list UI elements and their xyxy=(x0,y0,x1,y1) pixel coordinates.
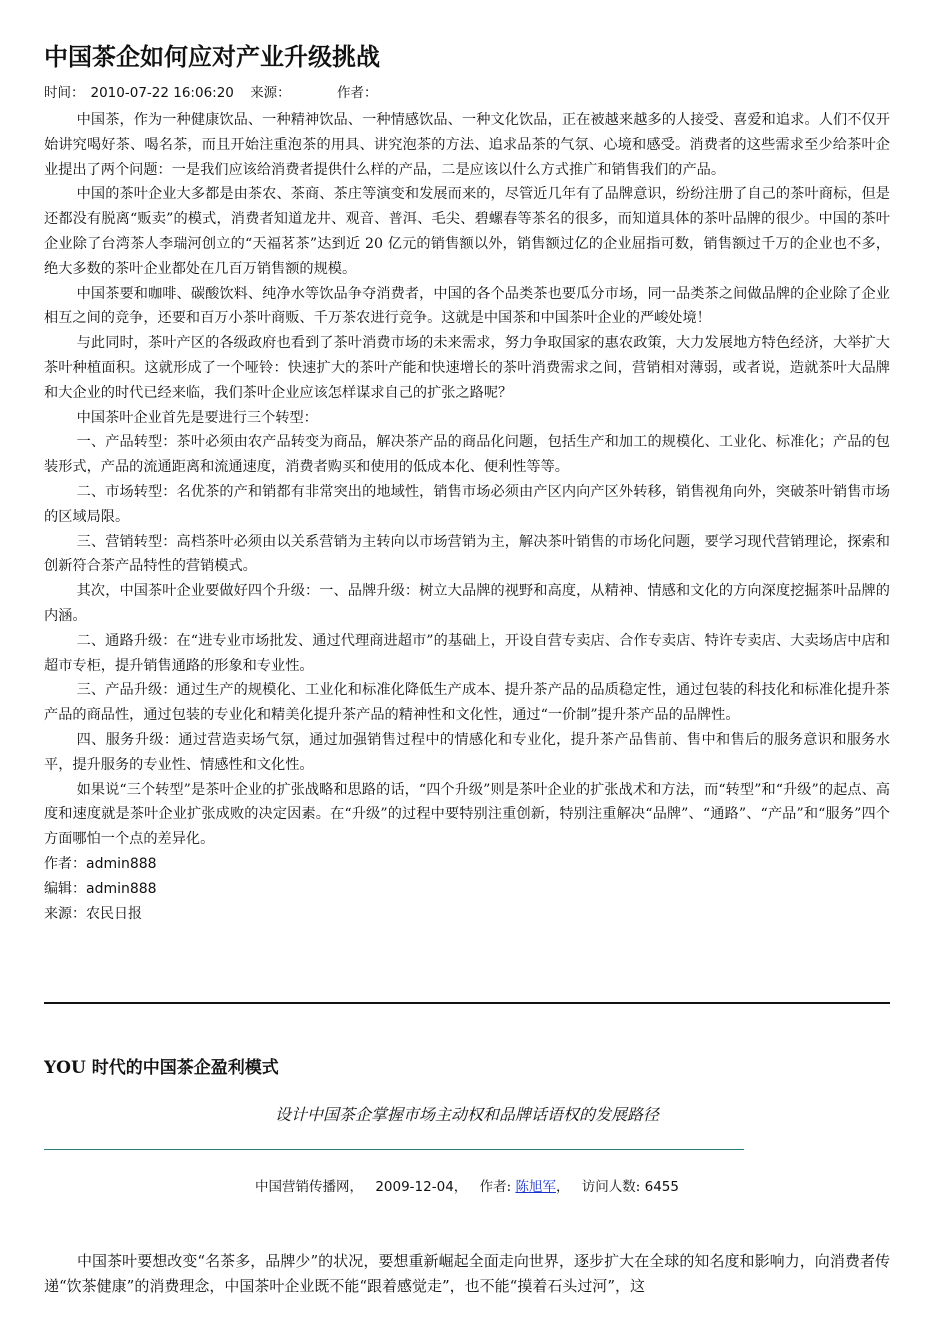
section-title: YOU 时代的中国茶企盈利模式 xyxy=(44,1058,279,1078)
footer-source-label: 来源： xyxy=(44,905,86,922)
paragraph: 一、产品转型：茶叶必须由农产品转变为商品，解决茶产品的商品化问题，包括生产和加工的规模化、工业化、标准化；产品的包装形式，产品的流通距离和流通速度，消费者购买和使用的低成本化、便利性等等。 xyxy=(44,434,890,476)
footer-author-label: 作者： xyxy=(44,855,86,872)
paragraph: 二、通路升级：在“进专业市场批发、通过代理商进超市”的基础上，开设自营专卖店、合作专卖店、特许专卖店、大卖场店中店和超市专柜，提升销售通路的形象和专业性。 xyxy=(44,632,890,674)
paragraph: 三、产品升级：通过生产的规模化、工业化和标准化降低生产成本、提升茶产品的品质稳定性，通过包装的科技化和标准化提升茶产品的商品性，通过包装的专业化和精美化提升茶产品的精神性和文化性，通过“一价制”提升茶产品的品牌性。 xyxy=(44,682,890,724)
time-label: 时间： xyxy=(44,85,85,101)
subtitle-divider xyxy=(44,1149,744,1150)
paragraph: 四、服务升级：通过营造卖场气氛，通过加强销售过程中的情感化和专业化，提升茶产品售前、售中和售后的服务意识和服务水平，提升服务的专业性、情感性和文化性。 xyxy=(44,731,890,773)
paragraph: 中国茶叶要想改变“名茶多，品牌少”的状况，要想重新崛起全面走向世界，逐步扩大在全球的知名度和影响力，向消费者传递“饮茶健康”的消费理念，中国茶叶企业既不能“跟着感觉走”，也不能“摸着石头过河”，这 xyxy=(44,1252,890,1295)
paragraph: 中国茶叶企业首先是要进行三个转型： xyxy=(76,409,318,426)
byline-date: 2009-12-04， xyxy=(375,1179,468,1195)
paragraph: 与此同时，茶叶产区的各级政府也看到了茶叶消费市场的未来需求，努力争取国家的惠农政策，大力发展地方特色经济，大举扩大茶叶种植面积。这就形成了一个哑铃：快速扩大的茶叶产能和快速增长的茶叶消费需求之间，营销相对薄弱，或者说，造就茶叶大品牌和大企业的时代已经来临，我们茶叶企业应该怎样谋求自己的扩张之路呢？ xyxy=(44,335,890,401)
footer-source xyxy=(44,902,890,927)
byline xyxy=(44,1176,890,1198)
paragraph: 中国茶，作为一种健康饮品、一种精神饮品、一种情感饮品、一种文化饮品，正在被越来越多的人接受、喜爱和追求。人们不仅开始讲究喝好茶、喝名茶，而且开始注重泡茶的用具、讲究泡茶的方法、追求品茶的气氛、心境和感受。消费者的这些需求至少给茶叶企业提出了两个问题：一是我们应该给消费者提供什么样的产品，二是应该以什么方式推广和销售我们的产品。 xyxy=(44,112,890,178)
byline-outlet: 中国营销传播网， xyxy=(255,1179,364,1195)
article-body xyxy=(44,108,890,926)
paragraph: 三、营销转型：高档茶叶必须由以关系营销为主转向以市场营销为主，解决茶叶销售的市场化问题，要学习现代营销理论，探索和创新符合茶产品特性的营销模式。 xyxy=(44,533,890,575)
footer-source-value: 农民日报 xyxy=(86,905,142,922)
paragraph: 其次，中国茶叶企业要做好四个升级：一、品牌升级：树立大品牌的视野和高度，从精神、情感和文化的方向深度挖掘茶叶品牌的内涵。 xyxy=(44,583,890,624)
paragraph: 如果说“三个转型”是茶叶企业的扩张战略和思路的话，“四个升级”则是茶叶企业的扩张战术和方法，而“转型”和“升级”的起点、高度和速度就是茶叶企业扩张成败的决定因素。在“升级”的过程中要特别注重创新，特别注重解决“品牌”、“通路”、“产品”和“服务”四个方面哪怕一个点的差异化。 xyxy=(44,781,890,848)
author-label: 作者： xyxy=(336,85,378,101)
section-divider xyxy=(44,1002,890,1004)
footer-editor-label: 编辑： xyxy=(44,880,86,897)
author-link[interactable]: 陈旭军 xyxy=(515,1179,556,1195)
footer-editor xyxy=(44,877,890,902)
footer-author-value: admin888 xyxy=(86,855,157,872)
source-label: 来源： xyxy=(250,85,291,101)
byline-author-sep: ， xyxy=(555,1179,570,1195)
section-subtitle: 设计中国茶企掌握市场主动权和品牌话语权的发展路径 xyxy=(274,1105,659,1124)
section-body xyxy=(44,1249,890,1299)
byline-author-label: 作者: xyxy=(479,1179,512,1195)
byline-visits-label: 访问人数: xyxy=(581,1179,641,1195)
paragraph: 中国茶要和咖啡、碳酸饮料、纯净水等饮品争夺消费者，中国的各个品类茶也要瓜分市场，同一品类茶之间做品牌的企业除了企业相互之间的竞争，还要和百万小茶叶商贩、千万茶农进行竞争。这就是中国茶和中国茶叶企业的严峻处境！ xyxy=(44,285,890,327)
footer-author xyxy=(44,852,890,877)
time-value: 2010-07-22 16:06:20 xyxy=(90,85,234,101)
article-title: 中国茶企如何应对产业升级挑战 xyxy=(44,43,380,71)
paragraph: 二、市场转型：名优茶的产和销都有非常突出的地域性，销售市场必须由产区内向产区外转移，销售视角向外，突破茶叶销售市场的区域局限。 xyxy=(44,483,890,525)
paragraph: 中国的茶叶企业大多都是由茶农、茶商、茶庄等演变和发展而来的，尽管近几年有了品牌意识，纷纷注册了自己的茶叶商标，但是还都没有脱离“贩卖”的模式，消费者知道龙井、观音、普洱、毛尖、碧螺春等茶名的很多，而知道具体的茶叶品牌的很少。中国的茶叶企业除了台湾茶人李瑞河创立的“天福茗茶”达到近 20 亿元的销售额以外，销售额过亿的企业屈指可数，销售额过千万的企业也不多，绝大多数的茶叶企业都处在几百万销售额的规模。 xyxy=(44,186,890,277)
article-meta xyxy=(44,83,383,103)
byline-visits-value: 6455 xyxy=(644,1179,679,1195)
footer-editor-value: admin888 xyxy=(86,880,157,897)
